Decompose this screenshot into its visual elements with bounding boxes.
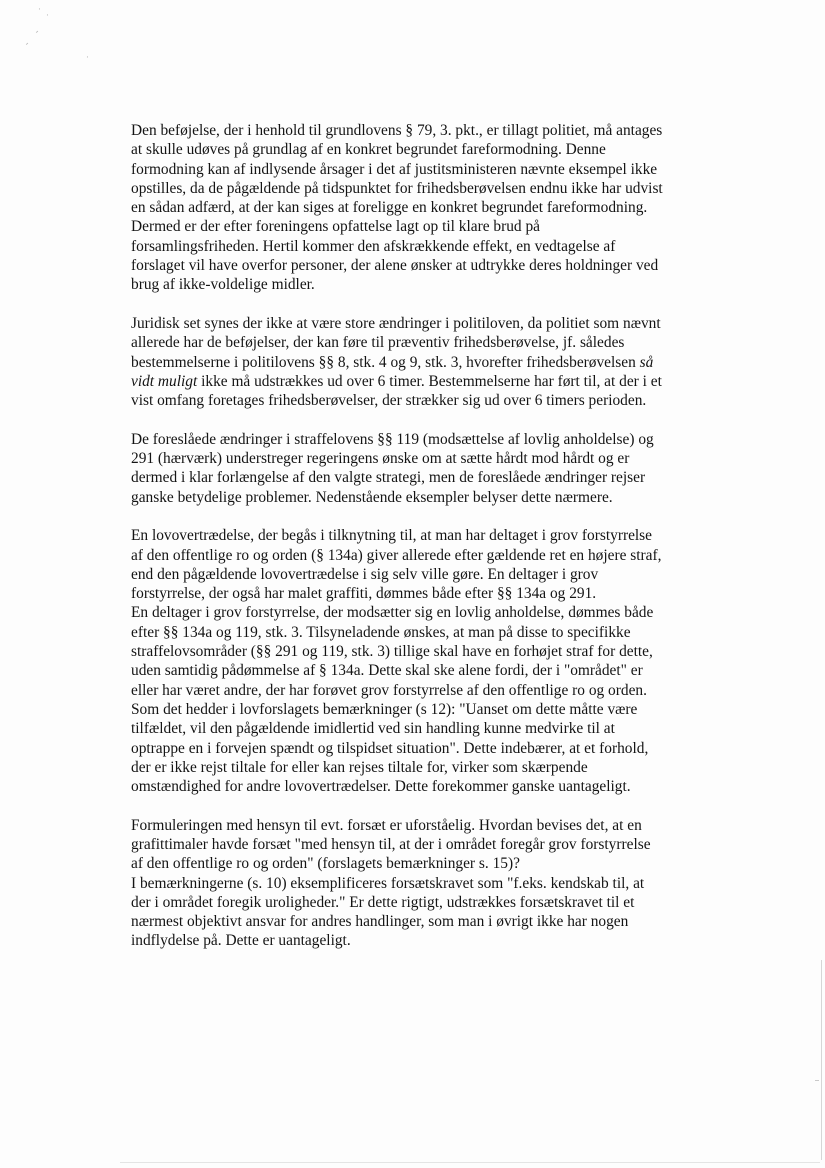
scan-edge-line xyxy=(821,960,822,1160)
document-body xyxy=(131,121,711,951)
paragraph-police-act xyxy=(131,314,711,410)
scan-speck: · xyxy=(86,53,89,63)
scan-speck: - xyxy=(32,27,42,37)
scan-edge-line xyxy=(120,1162,820,1163)
paragraph-text: Den beføjelse, der i henhold til grundlovens § 79, 3. pkt., er tillagt politiet, må antages at skulle udøves på grundlag af en konkret begrundet fareformodning. Denne formodning kan af indlysende årsager i det af justitsministeren nævnte eksempel ikke opstilles, da de pågældende på tidspunktet for frihedsberøvelsen endnu ikke har udvist en sådan adfærd, at der kan siges at foreligge en konkret begrundet fareformodning. Dermed er der efter foreningens opfattelse lagt op til klare brud på forsamlingsfriheden. Hertil kommer den afskrækkende effekt, en vedtagelse af forslaget vil have overfor personer, der alene ønsker at udtrykke deres holdninger ved brug af ikke-voldelige midler. xyxy=(131,122,663,294)
paragraph-examples xyxy=(131,526,711,796)
paragraph-text: Juridisk set synes der ikke at være store ændringer i politiloven, da politiet som nævnt allerede har de beføjelser, der kan føre til præventiv frihedsberøvelse, jf. således bestemmelserne i politilovens §§ 8, stk. 4 og 9, stk. 3, hvorefter frihedsberøvelsen xyxy=(131,314,661,371)
paragraph-text: De foreslåede ændringer i straffelovens §§ 119 (modsættelse af lovlig anholdelse) og 291 (hærværk) understreger regeringens ønske om at sætte hårdt mod hårdt og er dermed i klar forlængelse af den valgte strategi, men de foreslåede ændringer rejser ganske betydelige problemer. Nedenstående eksempler belyser dette nærmere. xyxy=(131,430,654,506)
paragraph-intent xyxy=(131,816,711,951)
paragraph-text: ikke må udstrækkes ud over 6 timer. Bestemmelserne har ført til, at der i et vist omfang foretages frihedsberøvelser, der strækker sig ud over 6 timers perioden. xyxy=(131,372,662,410)
paragraph-police-powers xyxy=(131,121,711,295)
scan-edge-tick xyxy=(815,1080,819,1081)
scan-speck: · xyxy=(46,11,49,21)
paragraph-text: Formuleringen med hensyn til evt. forsæt er uforståelig. Hvordan bevises det, at en grafittimaler havde forsæt "med hensyn til, at der i området foregår grov forstyrrelse af den offentlige ro og orden" (forslagets bemærkninger s. 15)? I bemærkningerne (s. 10) eksemplificeres forsætskravet som "f.eks. kendskab til, at der i området foregik uroligheder." Er dette rigtigt, udstrækkes forsætskravet til et nærmest objektivt ansvar for andres handlinger, som man i øvrigt ikke har nogen indflydelse på. Dette er uantageligt. xyxy=(131,816,651,950)
paragraph-emphasis: så vidt muligt xyxy=(131,353,654,390)
paragraph-text: En lovovertrædelse, der begås i tilknytning til, at man har deltaget i grov forstyrrelse af den offentlige ro og orden (§ 134a) giver allerede efter gældende ret en højere straf, end den pågældende lovovertrædelse i sig selv ville gøre. En deltager i grov forstyrrelse, der også har malet graffiti, dømmes både efter §§ 134a og 291. En deltager i grov forstyrrelse, der modsætter sig en lovlig anholdelse, dømmes både efter §§ 134a og 119, stk. 3. Tilsyneladende ønskes, at man på disse to specifikke straffelovsområder (§§ 291 og 119, stk. 3) tillige skal have en forhøjet straf for dette, uden samtidig pådømmelse af § 134a. Dette skal ske alene fordi, der i "området" er eller har været andre, der har forøvet grov forstyrrelse af den offentlige ro og orden. Som det hedder i lovforslagets bemærkninger (s 12): "Uanset om dette måtte være tilfældet, vil den pågældende imidlertid ved sin handling kunne medvirke til at optrappe en i forvejen spændt og tilspidset situation". Dette indebærer, at et forhold, der er ikke rejst tiltale for eller kan rejses tiltale for, virker som skærpende omstændighed for andre lovovertrædelser. Dette forekommer ganske uantageligt. xyxy=(131,527,662,796)
scan-speck: - xyxy=(22,39,32,49)
scan-speck: · xyxy=(38,5,41,15)
paragraph-criminal-code-changes xyxy=(131,430,711,507)
